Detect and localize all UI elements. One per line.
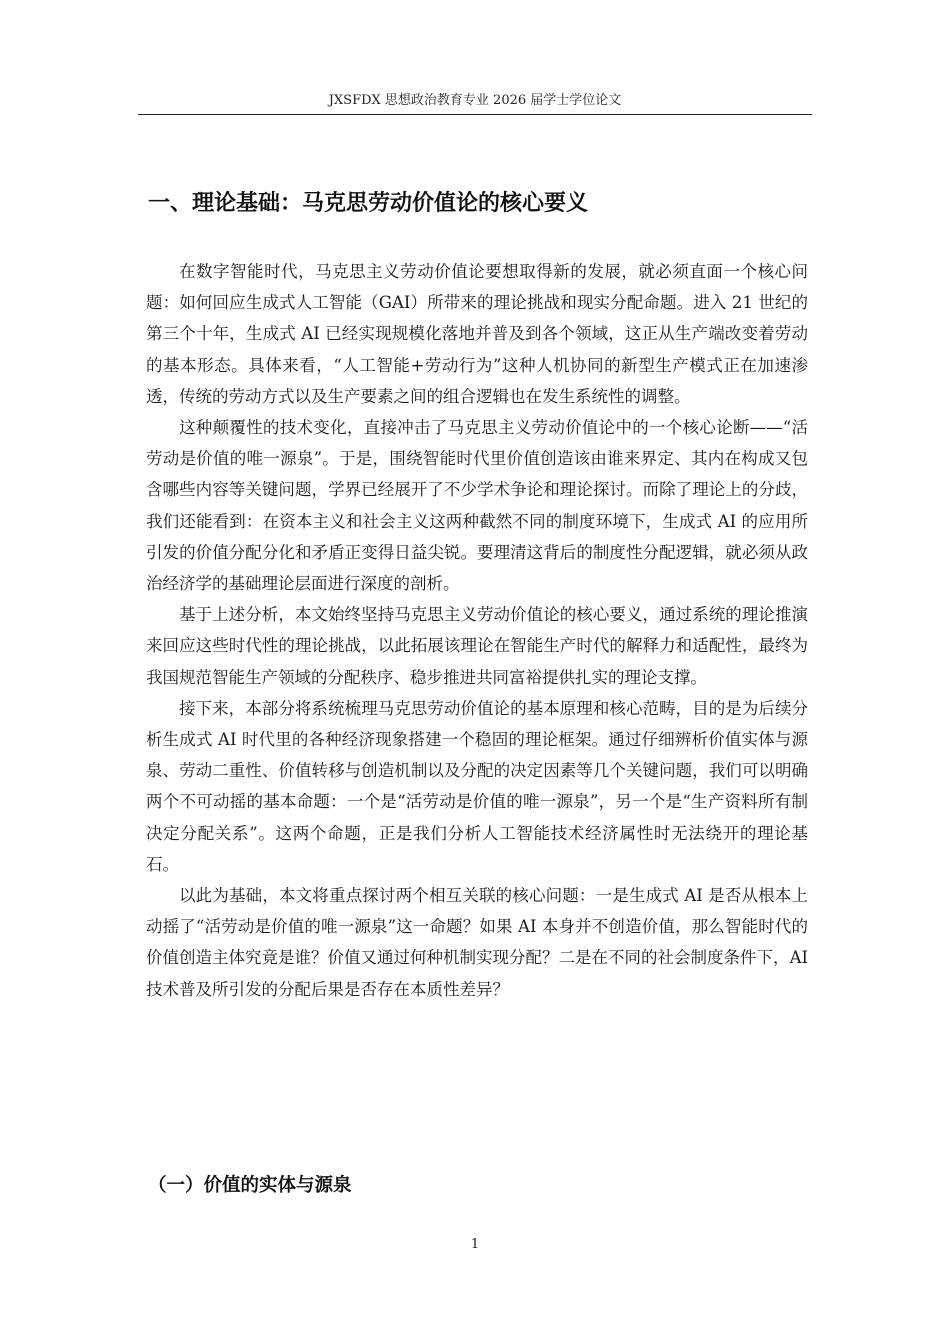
subsection-title: （一）价值的实体与源泉 <box>148 1175 352 1196</box>
section-title: 一、理论基础：马克思劳动价值论的核心要义 <box>148 191 589 216</box>
running-header: JXSFDX 思想政治教育专业 2026 届学士学位论文 <box>328 93 622 108</box>
body-paragraph-5: 以此为基础，本文将重点探讨两个相互关联的核心问题：一是生成式 AI 是否从根本上动摇了“活劳动是价值的唯一源泉”这一命题？如果 AI 本身并不创造价值，那么智能时代的价值创造主体究竟是谁？价值又通过何种机制实现分配？二是在不同的社会制度条件下，AI 技术普及所引发的分配后果是否存在本质性差异？ <box>146 886 808 999</box>
body-paragraph-4: 接下来，本部分将系统梳理马克思劳动价值论的基本原理和核心范畴，目的是为后续分析生成式 AI 时代里的各种经济现象搭建一个稳固的理论框架。通过仔细辨析价值实体与源泉、劳动二重性、价值转移与创造机制以及分配的决定因素等几个关键问题，我们可以明确两个不可动摇的基本命题：一个是“活劳动是价值的唯一源泉”，另一个是“生产资料所有制决定分配关系”。这两个命题，正是我们分析人工智能技术经济属性时无法绕开的理论基石。 <box>146 698 808 874</box>
body-paragraph-2: 这种颠覆性的技术变化，直接冲击了马克思主义劳动价值论中的一个核心论断——“活劳动是价值的唯一源泉”。于是，围绕智能时代里价值创造该由谁来界定、其内在构成又包含哪些内容等关键问题，学界已经展开了不少学术争论和理论探讨。而除了理论上的分歧，我们还能看到：在资本主义和社会主义这两种截然不同的制度环境下，生成式 AI 的应用所引发的价值分配分化和矛盾正变得日益尖锐。要理清这背后的制度性分配逻辑，就必须从政治经济学的基础理论层面进行深度的剖析。 <box>146 418 808 594</box>
page-number: 1 <box>470 1237 480 1252</box>
section-body <box>146 256 808 1005</box>
header-rule <box>138 114 812 115</box>
body-paragraph-1: 在数字智能时代，马克思主义劳动价值论要想取得新的发展，就必须直面一个核心问题：如何回应生成式人工智能（GAI）所带来的理论挑战和现实分配命题。进入 21 世纪的第三个十年，生成式 AI 已经实现规模化落地并普及到各个领域，这正从生产端改变着劳动的基本形态。具体来看，“人工智能+劳动行为”这种人机协同的新型生产模式正在加速渗透，传统的劳动方式以及生产要素之间的组合逻辑也在发生系统性的调整。 <box>146 262 808 406</box>
body-paragraph-3: 基于上述分析，本文始终坚持马克思主义劳动价值论的核心要义，通过系统的理论推演来回应这些时代性的理论挑战，以此拓展该理论在智能生产时代的解释力和适配性，最终为我国规范智能生产领域的分配秩序、稳步推进共同富裕提供扎实的理论支撑。 <box>146 605 808 687</box>
